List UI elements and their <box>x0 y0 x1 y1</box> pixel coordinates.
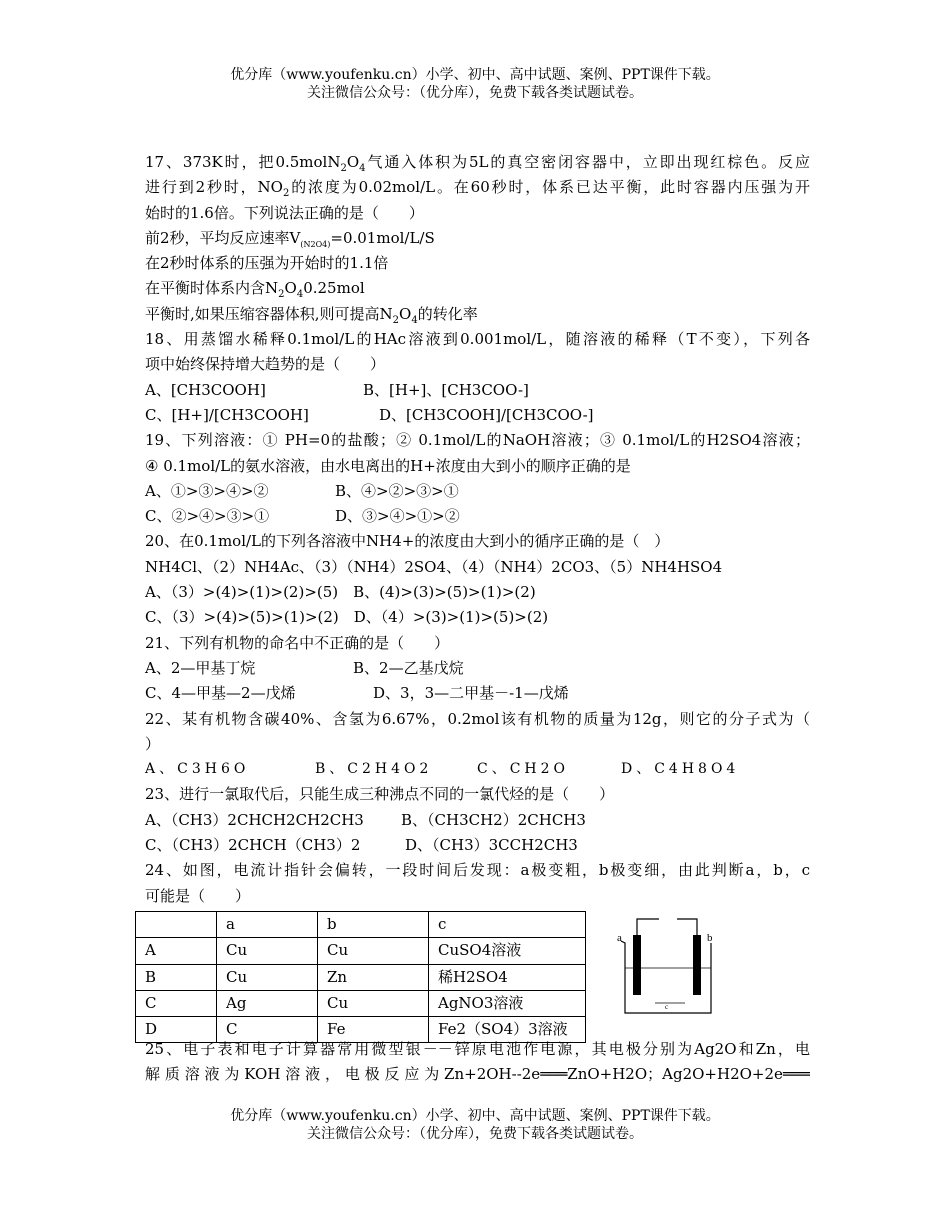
q17-line-3: 始时的1.6倍。下列说法正确的是（ ） <box>145 203 424 222</box>
q18-option-d: D、[CH3COOH]/[CH3COO-] <box>379 405 594 424</box>
table-row <box>136 990 586 1016</box>
galvanic-cell-diagram <box>615 913 735 1023</box>
q23-option-b: B、（CH3CH2）2CHCH3 <box>401 810 586 829</box>
table-cell: Cu <box>318 990 429 1016</box>
table-cell: D <box>136 1017 217 1043</box>
q19-option-a: A、①>③>④>② <box>145 481 269 500</box>
q22-line-1: 22、某有机物含碳40%、含氢为6.67%，0.2mol该有机物的质量为12g，则它的分子式为（ <box>145 709 810 728</box>
q22-options <box>145 757 810 782</box>
page-footer <box>0 1107 950 1143</box>
footer-line-1: 优分库（www.youfenku.cn）小学、初中、高中试题、案例、PPT课件下载。 <box>230 1108 720 1124</box>
q22-line-2: ） <box>145 734 161 753</box>
q21-line-1: 21、下列有机物的命名中不正确的是（ ） <box>145 633 450 652</box>
header-line-1: 优分库（www.youfenku.cn）小学、初中、高中试题、案例、PPT课件下载。 <box>230 67 720 83</box>
q19-options-ab <box>145 479 810 504</box>
q20-line-2: NH4Cl、（2）NH4Ac、（3）（NH4）2SO4、（4）（NH4）2CO3、（5）NH4HSO4 <box>145 557 723 576</box>
table-cell: Fe <box>318 1017 429 1043</box>
q17-option-3: 在平衡时体系内含$N_2O_40.25mol$ <box>145 279 365 301</box>
table-cell: Cu <box>217 938 318 964</box>
q21-option-a: A、2—甲基丁烷 <box>145 658 256 677</box>
q19-line-1: 19、下列溶液：① PH=0的盐酸；② 0.1mol/L的NaOH溶液；③ 0.1mol/L的H2SO4溶液； <box>145 431 810 450</box>
table-cell <box>136 911 217 937</box>
q18-option-c: C、[H+]/[CH3COOH] <box>145 405 309 424</box>
q23-options-ab <box>145 808 810 833</box>
table-cell: 稀H2SO4 <box>429 964 586 990</box>
q24-line-1: 24、如图，电流计指针会偏转，一段时间后发现：a极变粗，b极变细，由此判断a，b，c <box>145 861 810 880</box>
header-line-2: 关注微信公众号：（优分库），免费下载各类试题试卷。 <box>307 85 643 101</box>
table-cell: Ag <box>217 990 318 1016</box>
label-b: b <box>707 931 713 944</box>
table-cell: C <box>217 1017 318 1043</box>
table-cell: Cu <box>217 964 318 990</box>
q21-option-d: D、3，3—二甲基－-1—戊烯 <box>373 684 569 703</box>
q20-options-cd: C、（3）>(4)>(5)>(1)>(2) D、（4）>(3)>(1)>(5)>(2) <box>145 608 549 627</box>
q21-options-ab <box>145 656 810 681</box>
q17-option-2: 在2秒时体系的压强为开始时的1.1倍 <box>145 254 389 273</box>
q20-line-1: 20、在0.1mol/L的下列各溶液中NH4+的浓度由大到小的循序正确的是（ ） <box>145 532 670 551</box>
q23-option-a: A、（CH3）2CHCH2CH2CH3 <box>145 810 364 829</box>
table-cell: C <box>136 990 217 1016</box>
table-cell: Cu <box>318 938 429 964</box>
question-content <box>145 150 810 1088</box>
q24-options-table <box>135 911 586 1043</box>
q25-line-2: 解质溶液为KOH溶液，电极反应为Zn+2OH--2e═══ZnO+H2O；Ag2O+H2O+2e═══ <box>145 1065 810 1084</box>
q17-line-2: 进行到2秒时，$NO_2$的浓度为0.02mol/L。在60秒时，体系已达平衡，此时容器内压强为开 <box>145 178 810 200</box>
q24-figure-area <box>135 909 810 1037</box>
q22-option-d: D、C4H8O4 <box>621 761 740 778</box>
label-a: a <box>617 931 622 944</box>
q19-options-cd <box>145 504 810 529</box>
q21-options-cd <box>145 681 810 706</box>
q22-option-b: B、C2H4O2 <box>315 761 433 778</box>
table-cell: c <box>429 911 586 937</box>
q23-options-cd <box>145 833 810 858</box>
q17-option-1: 前2秒，平均反应速率$V_{(N2O4)}=0.01mol/L/S$ <box>145 228 435 249</box>
table-cell: Fe2（SO4）3溶液 <box>429 1017 586 1043</box>
q19-option-c: C、②>④>③>① <box>145 507 270 526</box>
page-header <box>0 66 950 102</box>
table-cell: b <box>318 911 429 937</box>
q19-option-b: B、④>②>③>① <box>335 481 459 500</box>
table-cell: AgNO3溶液 <box>429 990 586 1016</box>
electrode-b <box>693 935 701 995</box>
q23-option-c: C、（CH3）2CHCH（CH3）2 <box>145 836 361 855</box>
q18-options-ab <box>145 378 810 403</box>
q20-options-ab: A、（3）>(4)>(1)>(2)>(5) B、(4)>(3)>(5)>(1)>(2) <box>145 583 536 602</box>
table-row <box>136 938 586 964</box>
q21-option-b: B、2—乙基戊烷 <box>353 658 464 677</box>
table-cell: Zn <box>318 964 429 990</box>
electrode-a <box>633 935 641 995</box>
q25-line-1: 25、电子表和电子计算器常用微型银－－锌原电池作电源，其电极分别为Ag2O和Zn，电 <box>145 1039 810 1058</box>
q17-option-4: 平衡时,如果压缩容器体积,则可提高$N_2O_4$的转化率 <box>145 304 478 326</box>
q23-line-1: 23、进行一氯取代后，只能生成三种沸点不同的一氯代烃的是（ ） <box>145 785 615 804</box>
q18-option-b: B、[H+]、[CH3COO-] <box>363 380 529 399</box>
q19-line-2: ④ 0.1mol/L的氨水溶液，由水电离出的H+浓度由大到小的顺序正确的是 <box>145 456 631 475</box>
table-cell: B <box>136 964 217 990</box>
q23-option-d: D、（CH3）3CCH2CH3 <box>405 836 578 855</box>
table-cell: a <box>217 911 318 937</box>
table-row <box>136 1017 586 1043</box>
footer-line-2: 关注微信公众号：（优分库），免费下载各类试题试卷。 <box>307 1126 643 1142</box>
table-cell: CuSO4溶液 <box>429 938 586 964</box>
q17-line-1: 17、373K时，把$0.5molN_2O_4$气通入体积为5L的真空密闭容器中，立即出现红棕色。反应 <box>145 153 810 174</box>
q18-line-2: 项中始终保持增大趋势的是（ ） <box>145 355 386 374</box>
q18-line-1: 18、用蒸馏水稀释0.1mol/L的HAc溶液到0.001mol/L，随溶液的稀释（T不变），下列各 <box>145 330 810 349</box>
q21-option-c: C、4—甲基—2—戊烯 <box>145 684 296 703</box>
q24-line-2: 可能是（ ） <box>145 886 251 905</box>
q18-options-cd <box>145 403 810 428</box>
q19-option-d: D、③>④>①>② <box>335 507 460 526</box>
table-cell: A <box>136 938 217 964</box>
table-row <box>136 911 586 937</box>
label-c: c <box>665 1002 669 1011</box>
q22-option-a: A、C3H6O <box>145 761 250 778</box>
table-row <box>136 964 586 990</box>
q22-option-c: C、CH2O <box>477 761 570 778</box>
q18-option-a: A、[CH3COOH] <box>145 380 266 399</box>
